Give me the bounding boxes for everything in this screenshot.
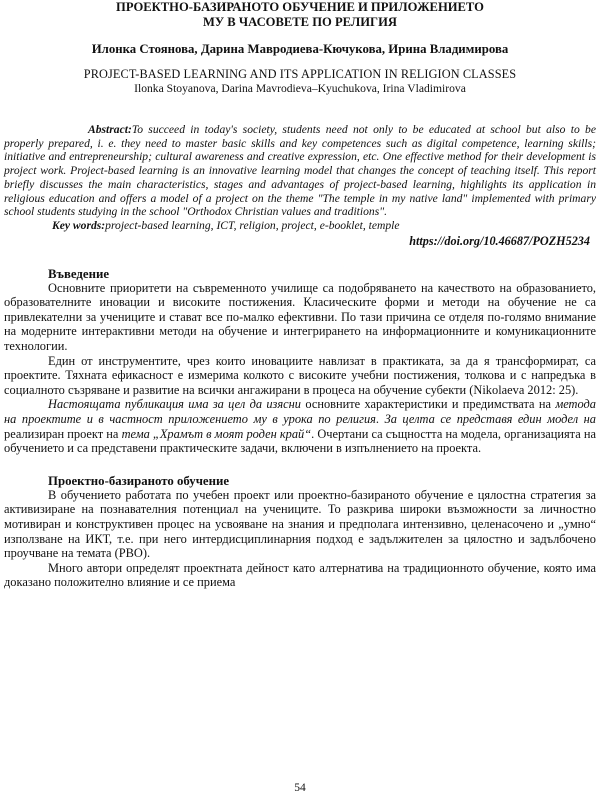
section-heading-intro: Въведение [48, 266, 109, 281]
intro-p3-f: реализиран проект на [4, 426, 122, 441]
intro-p3-c: метода на проектите и в частност приложението му в урока по религия [4, 397, 596, 426]
intro-p3-a: Настоящата публикация има за цел да изясни [48, 397, 301, 412]
abstract-text: To succeed in today's society, students need not only to be educated at school but also to be properly prepared, i. e. they need to master basic skills and key competences such as digital competence, learning skills; initiative and entrepreneurship; cultural awareness and creative expression, etc. One effective method for their development is project work. Project-based learning is an innovative learning model that changes the concept of teaching itself. This report briefly discusses the main characteristics, stages and advantages of project-based learning, highlights its application in religious education and offers a model of a project on the theme "The temple in my native land" implemented with primary school students studying in the school "Orthodox Christian values and traditions". [4, 123, 596, 219]
page-number: 54 [294, 782, 306, 794]
title-english: PROJECT-BASED LEARNING AND ITS APPLICATION IN RELIGION CLASSES [83, 67, 517, 81]
abstract-label: Abstract: [88, 123, 132, 136]
intro-p3-d: . [375, 411, 385, 426]
intro-paragraph-3 [4, 397, 596, 455]
section-heading-pbl: Проектно-базираното обучение [48, 473, 230, 488]
intro-paragraph-1: Основните приоритети на съвременното училище са подобряването на качеството на образованието, образователните иновации и високите постижения. Класическите форми и методи на обучение не са привлекателни за учениците и стават все по-малко ефективни. По тази причина се отделя по-голямо внимание на модерните интерактивни методи на обучение и интегрирането на информационните и комуникационните технологии. [4, 280, 596, 353]
intro-p3-e: За целта се представя един модел на [384, 411, 597, 426]
title-bulgarian [4, 0, 596, 30]
keywords [4, 219, 596, 233]
keywords-label: Key words: [52, 218, 106, 232]
intro-paragraph-2: Един от инструментите, чрез които иновациите навлизат в практиката, за да я трансформират, са проектите. Тяхната ефикасност е измерима колкото с високите учебни постижения, толкова и с напредъка в социалното съзряване и развитие на всички ангажирани в процеса на обучение субекти (Nikolaeva 2012: 25). [4, 353, 596, 397]
intro-p3-b: основните характеристики и предимствата на [301, 397, 556, 412]
keywords-text: project-based learning, ICT, religion, project, e-booklet, temple [105, 218, 400, 232]
title-line-2: МУ В ЧАСОВЕТЕ ПО РЕЛИГИЯ [203, 15, 397, 29]
pbl-paragraph-2: Много автори определят проектната дейност като алтернатива на традиционното обучение, която има доказано положително влияние и се приема [4, 560, 596, 590]
intro-p3-h: . Очертани са същността на модела, организацията на обучението и са представени практическите задачи, включени в изпълнението на проекта. [4, 426, 596, 456]
intro-p3-g: тема „Храмът в моят роден край“ [121, 426, 312, 441]
pbl-paragraph-1: В обучението работата по учебен проект или проектно-базираното обучение е цялостна стратегия за активизиране на познавателния потенциал на учениците. То разкрива широки възможности за личностно мотивиран и конструктивен процес на усвояване на знания и предполага интензивно, целенасочено и „умно“ използване на ИКТ, т.е. при него интердисциплинарния подход е задължителен за цялостно и задълбочено проучване на темата (PBO). [4, 487, 596, 561]
abstract [4, 123, 596, 219]
doi-link[interactable]: https://doi.org/10.46687/POZH5234 [409, 233, 590, 248]
authors-english: Ilonka Stoyanova, Darina Mavrodieva–Kyuchukova, Irina Vladimirova [134, 82, 466, 95]
authors-bulgarian: Илонка Стоянова, Дарина Мавродиева-Кючукова, Ирина Владимирова [91, 42, 509, 56]
title-line-1: ПРОЕКТНО-БАЗИРАНОТО ОБУЧЕНИЕ И ПРИЛОЖЕНИЕТО [116, 0, 484, 14]
